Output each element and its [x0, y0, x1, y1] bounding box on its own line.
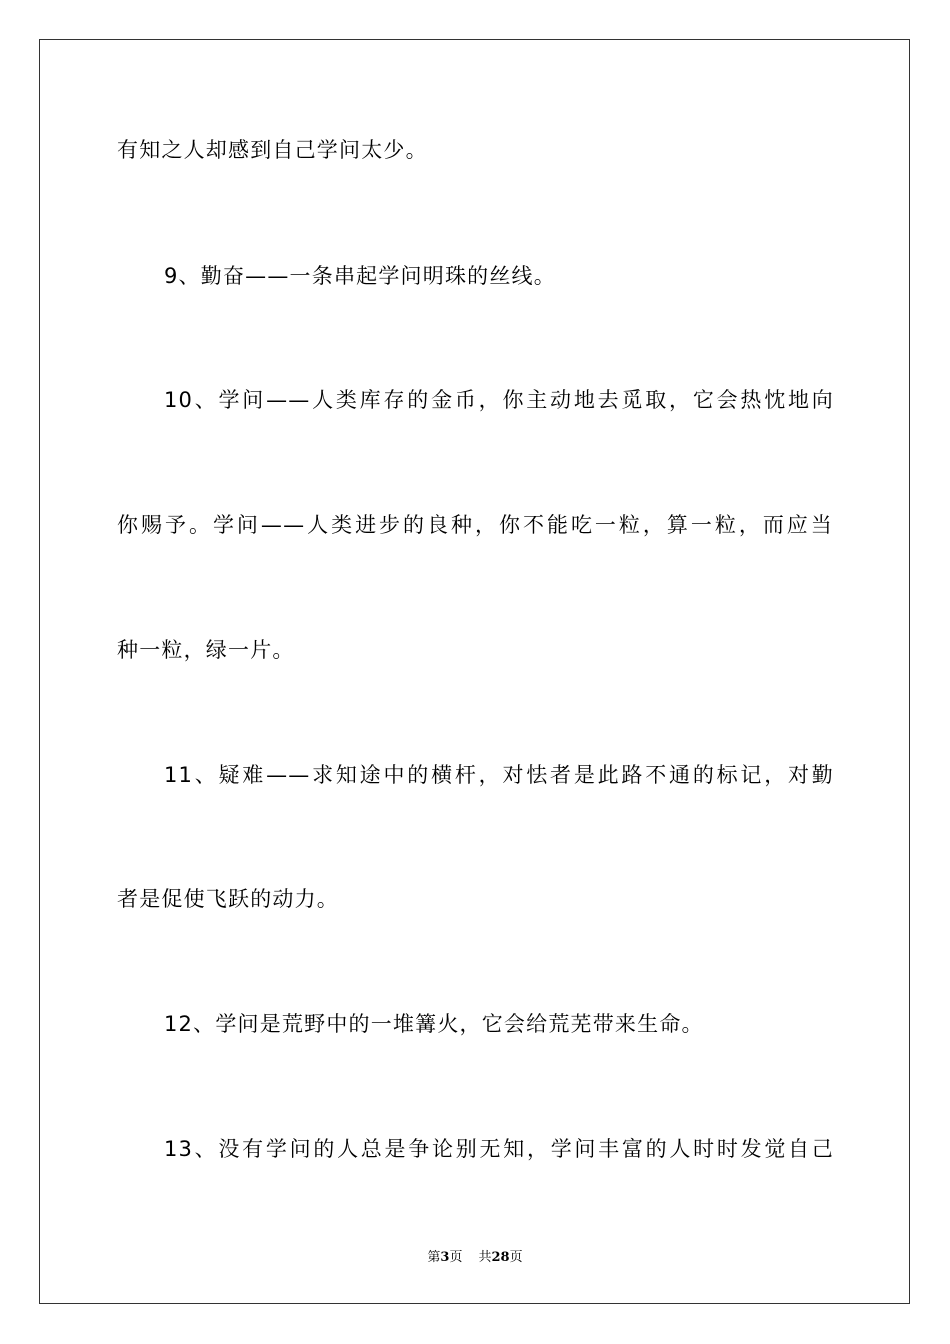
text-line-8: 12、学问是荒野中的一堆篝火，它会给荒芜带来生命。	[164, 1012, 704, 1036]
text-line-5: 种一粒，绿一片。	[117, 638, 295, 662]
text-line-3: 10、学问——人类库存的金币，你主动地去觅取，它会热忱地向	[164, 388, 834, 412]
text-line-2: 9、勤奋——一条串起学问明珠的丝线。	[164, 264, 556, 288]
text-line-4: 你赐予。学问——人类进步的良种，你不能吃一粒，算一粒，而应当	[117, 513, 833, 537]
text-line-7: 者是促使飞跃的动力。	[117, 887, 339, 911]
footer-total-pages: 28	[491, 1250, 510, 1265]
footer-page-prefix: 第	[427, 1250, 441, 1265]
text-line-1: 有知之人却感到自己学问太少。	[117, 138, 428, 162]
page-border	[39, 39, 910, 1304]
footer-page-number: 3	[440, 1250, 450, 1265]
footer-total-suffix: 页	[509, 1250, 523, 1265]
text-line-6: 11、疑难——求知途中的横杆，对怯者是此路不通的标记，对勤	[164, 763, 834, 787]
text-line-9: 13、没有学问的人总是争论别无知，学问丰富的人时时发觉自己	[164, 1137, 834, 1161]
footer-page-suffix: 页	[449, 1250, 463, 1265]
page-footer	[0, 1246, 950, 1265]
footer-total-prefix: 共	[478, 1250, 492, 1265]
